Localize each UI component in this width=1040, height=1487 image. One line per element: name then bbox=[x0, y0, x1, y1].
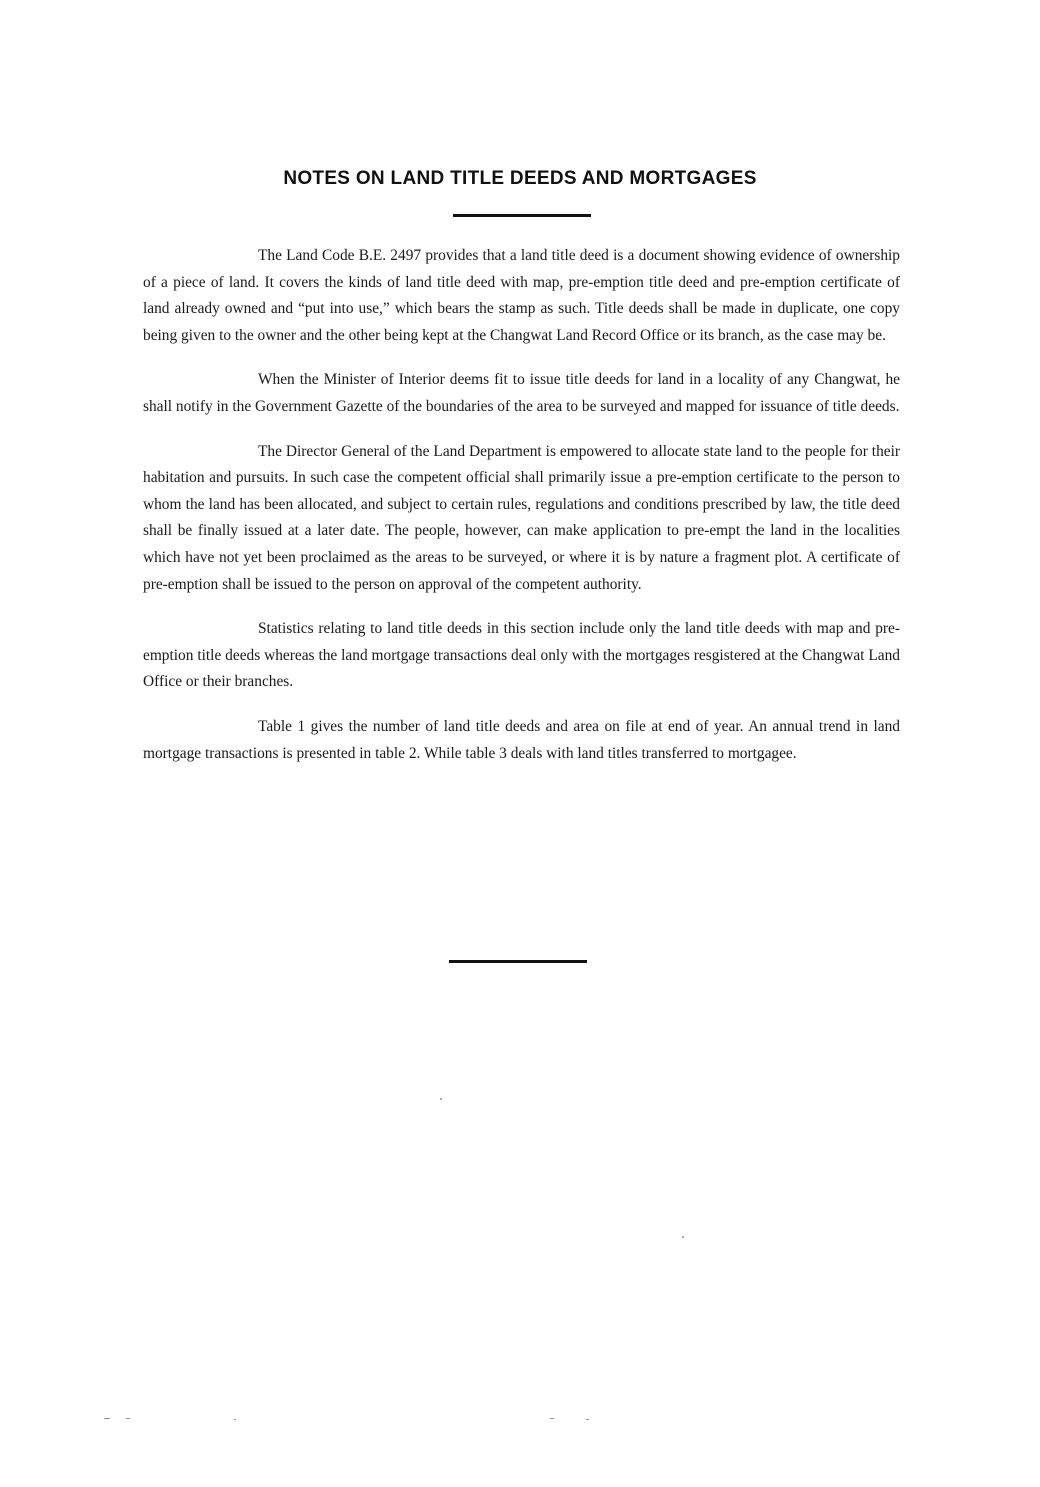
scan-speck bbox=[234, 1419, 236, 1420]
scan-speck bbox=[586, 1419, 589, 1420]
paragraph-minister-interior: When the Minister of Interior deems fit to issue title deeds for land in a locality of any Changwat, he shall notify in the Government Gazette of the boundaries of the area to be surveyed and mapped for issuance of title deeds. bbox=[143, 371, 900, 415]
scan-speck bbox=[440, 1098, 442, 1100]
scan-speck bbox=[682, 1236, 684, 1238]
paragraph-statistics: Statistics relating to land title deeds in this section include only the land title deeds with map and pre-emption title deeds whereas the land mortgage transactions deal only with the mortgages resgistered at the Changwat Land Office or their branches. bbox=[143, 620, 900, 691]
scan-speck bbox=[126, 1418, 130, 1419]
body-text bbox=[143, 243, 900, 785]
paragraph-tables: Table 1 gives the number of land title deeds and area on file at end of year. An annual trend in land mortgage transactions is presented in table 2. While table 3 deals with land titles transferred to mortgagee. bbox=[143, 717, 900, 762]
paragraph-land-code: The Land Code B.E. 2497 provides that a land title deed is a document showing evidence of ownership of a piece of land. It covers the kinds of land title deed with map, pre-emption title deed and pre-emption certificate of land already owned and “put into use,” which bears the stamp as such. Title deeds shall be made in duplicate, one copy being given to the owner and the other being kept at the Changwat Land Record Office or its branch, as the case may be. bbox=[143, 247, 900, 344]
title-underline-divider bbox=[453, 214, 591, 217]
paragraph-director-general: The Director General of the Land Department is empowered to allocate state land to the people for their habitation and pursuits. In such case the competent official shall primarily issue a pre-emption certificate to the person to whom the land has been allocated, and subject to certain rules, regulations and conditions prescribed by law, the title deed shall be finally issued at a later date. The people, however, can make application to pre-empt the land in the localities which have not yet been proclaimed as the areas to be surveyed, or where it is by nature a fragment plot. A certificate of pre-emption shall be issued to the person on approval of the competent authority. bbox=[143, 442, 900, 593]
scan-speck bbox=[550, 1418, 554, 1419]
scan-speck bbox=[104, 1418, 110, 1419]
page-title: NOTES ON LAND TITLE DEEDS AND MORTGAGES bbox=[283, 168, 757, 189]
end-divider bbox=[449, 960, 587, 963]
